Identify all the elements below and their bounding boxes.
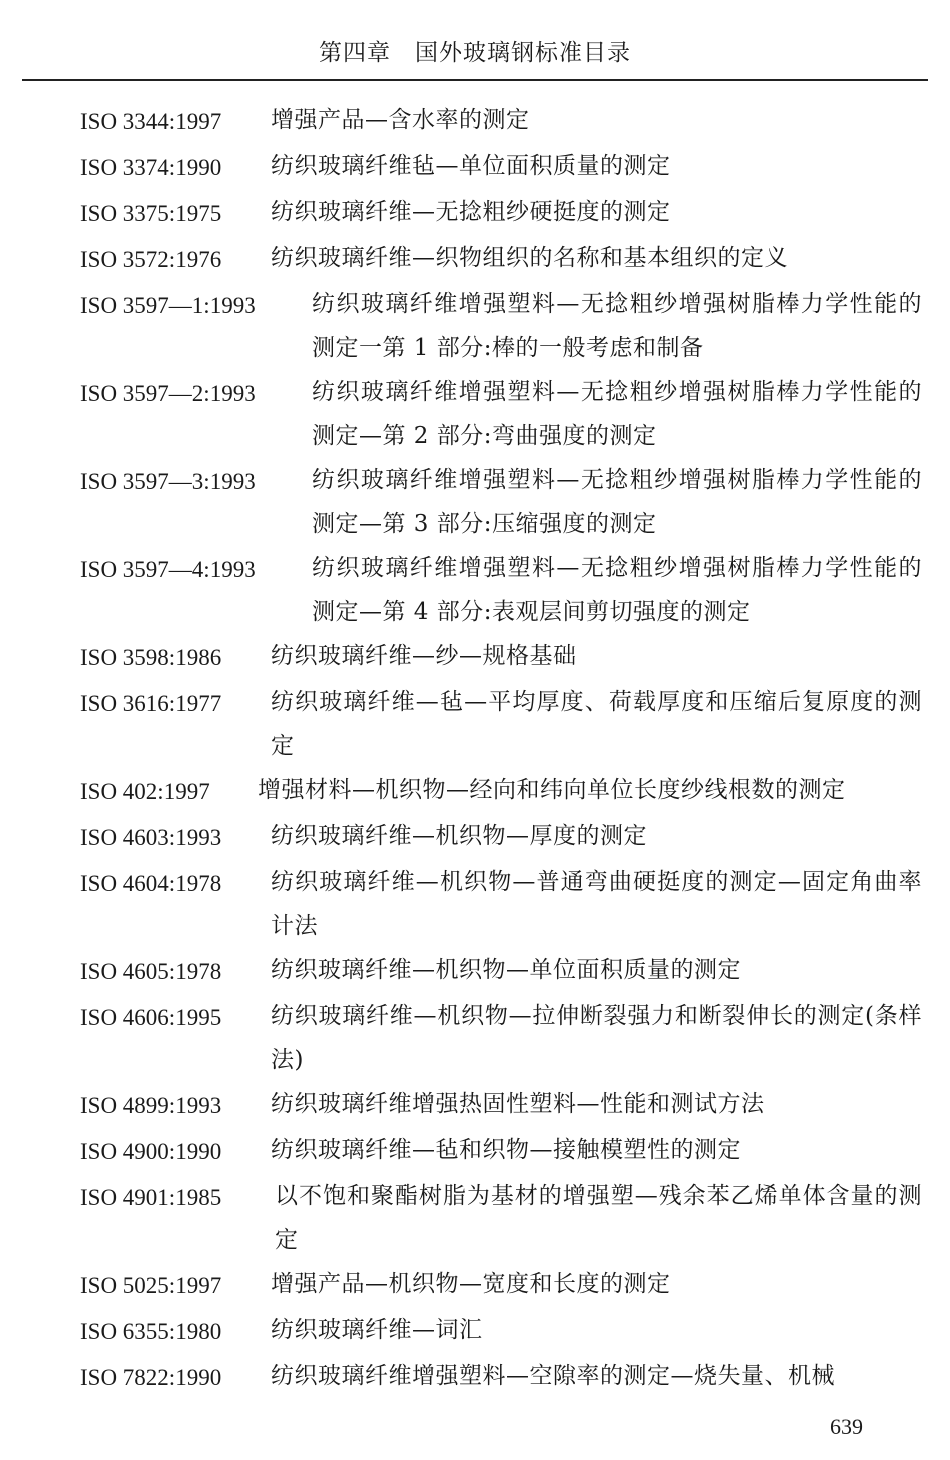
list-item [80, 860, 922, 948]
list-item [80, 948, 922, 994]
standard-code: ISO 3598:1986 [80, 645, 222, 670]
standard-title: 纺织玻璃纤维—无捻粗纱硬挺度的测定 [271, 199, 671, 225]
standard-title: 纺织玻璃纤维—机织物—单位面积质量的测定 [271, 957, 741, 983]
standard-title: 纺织玻璃纤维—纱—规格基础 [271, 643, 577, 669]
standard-title: 纺织玻璃纤维增强热固性塑料—性能和测试方法 [271, 1091, 765, 1117]
standard-code: ISO 402:1997 [80, 779, 210, 804]
list-item [80, 1128, 922, 1174]
standard-title: 纺织玻璃纤维—毡和织物—接触模塑性的测定 [271, 1137, 741, 1163]
standard-code: ISO 4901:1985 [80, 1185, 222, 1210]
list-item [80, 1262, 922, 1308]
standard-code: ISO 3616:1977 [80, 691, 222, 716]
standard-code: ISO 4603:1993 [80, 825, 222, 850]
standards-list [80, 98, 922, 1400]
list-item [80, 190, 922, 236]
standard-code: ISO 4604:1978 [80, 871, 222, 896]
list-item [80, 144, 922, 190]
standard-title: 增强产品—含水率的测定 [271, 107, 530, 133]
standard-code: ISO 3597—3:1993 [80, 469, 256, 494]
list-item [80, 282, 922, 370]
list-item [80, 814, 922, 860]
list-item [80, 680, 922, 768]
standard-title: 增强材料—机织物—经向和纬向单位长度纱线根数的测定 [258, 777, 846, 803]
list-item [80, 1308, 922, 1354]
standard-title: 纺织玻璃纤维—毡—平均厚度、荷载厚度和压缩后复原度的测定 [271, 689, 922, 759]
list-item [80, 1174, 922, 1262]
standard-code: ISO 3375:1975 [80, 201, 222, 226]
list-item [80, 98, 922, 144]
standard-code: ISO 6355:1980 [80, 1319, 222, 1344]
standard-title: 纺织玻璃纤维毡—单位面积质量的测定 [271, 153, 671, 179]
standard-title: 纺织玻璃纤维增强塑料—无捻粗纱增强树脂棒力学性能的测定—第 4 部分:表观层间剪切强度的测定 [312, 555, 922, 625]
list-item [80, 994, 922, 1082]
standard-title: 纺织玻璃纤维增强塑料—无捻粗纱增强树脂棒力学性能的测定—第 2 部分:弯曲强度的测定 [312, 379, 922, 449]
standard-code: ISO 3597—1:1993 [80, 293, 256, 318]
page-number: 639 [830, 1414, 863, 1439]
standard-code: ISO 3344:1997 [80, 109, 222, 134]
list-item [80, 236, 922, 282]
standard-code: ISO 3597—4:1993 [80, 557, 256, 582]
standard-title: 增强产品—机织物—宽度和长度的测定 [271, 1271, 671, 1297]
standard-title: 纺织玻璃纤维增强塑料—空隙率的测定—烧失量、机械 [271, 1363, 835, 1389]
standard-title: 纺织玻璃纤维—词汇 [271, 1317, 483, 1343]
list-item [80, 634, 922, 680]
standard-code: ISO 4606:1995 [80, 1005, 222, 1030]
list-item [80, 458, 922, 546]
standard-code: ISO 4899:1993 [80, 1093, 222, 1118]
list-item [80, 370, 922, 458]
standard-title: 纺织玻璃纤维—机织物—普通弯曲硬挺度的测定—固定角曲率计法 [271, 869, 922, 939]
list-item [80, 768, 922, 814]
running-head: 第四章 国外玻璃钢标准目录 [319, 40, 631, 66]
list-item [80, 546, 922, 634]
standard-title: 纺织玻璃纤维增强塑料—无捻粗纱增强树脂棒力学性能的测定—第 3 部分:压缩强度的测定 [312, 467, 922, 537]
standard-code: ISO 5025:1997 [80, 1273, 222, 1298]
standard-code: ISO 3572:1976 [80, 247, 222, 272]
standard-title: 纺织玻璃纤维—机织物—拉伸断裂强力和断裂伸长的测定(条样法) [271, 1003, 922, 1073]
standard-code: ISO 3597—2:1993 [80, 381, 256, 406]
standard-title: 纺织玻璃纤维—机织物—厚度的测定 [271, 823, 647, 849]
header-rule [22, 79, 928, 81]
standard-title: 纺织玻璃纤维—织物组织的名称和基本组织的定义 [271, 245, 788, 271]
standard-title: 纺织玻璃纤维增强塑料—无捻粗纱增强树脂棒力学性能的测定一第 1 部分:棒的一般考虑和制备 [312, 291, 922, 361]
standard-code: ISO 7822:1990 [80, 1365, 222, 1390]
standard-title: 以不饱和聚酯树脂为基材的增强塑—残余苯乙烯单体含量的测定 [275, 1183, 922, 1253]
standard-code: ISO 3374:1990 [80, 155, 222, 180]
standard-code: ISO 4605:1978 [80, 959, 222, 984]
list-item [80, 1082, 922, 1128]
list-item [80, 1354, 922, 1400]
standard-code: ISO 4900:1990 [80, 1139, 222, 1164]
